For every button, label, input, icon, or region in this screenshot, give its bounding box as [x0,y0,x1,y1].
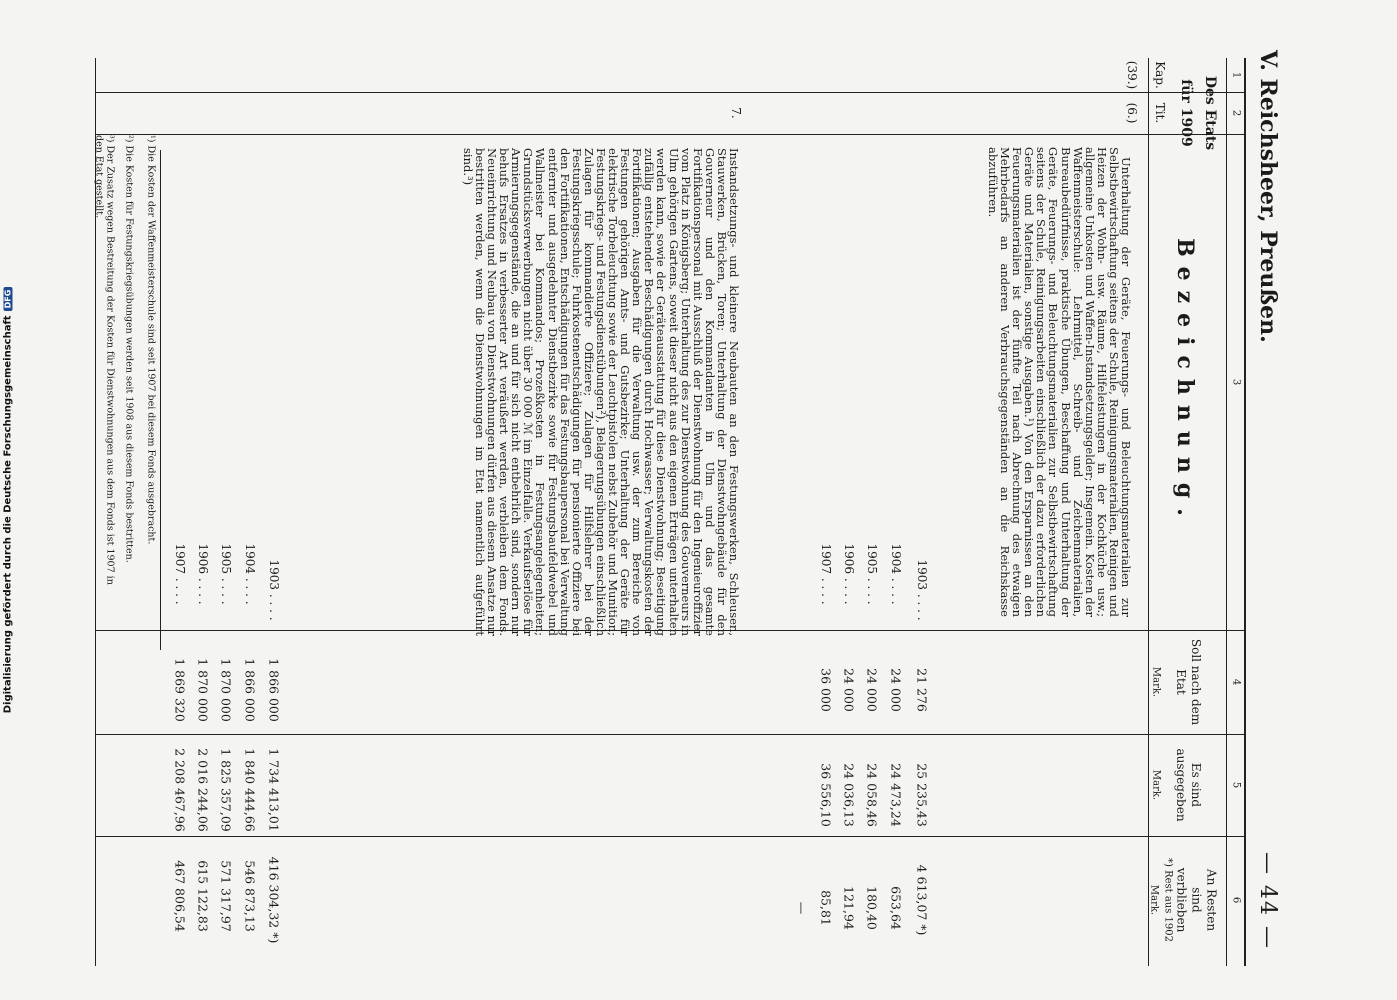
s2-row4-soll: 1 870 000 [195,658,211,722]
col-number-1: 1 [1230,71,1242,79]
bezeichnung-heading: Bezeichnung. [1172,238,1198,526]
tit-heading: Tit. [1153,102,1167,124]
col-divider-2 [95,134,1246,135]
s2-row4-year: 1906 . . . . [196,543,210,605]
s1-row1-soll: 21 276 [914,668,930,712]
s1-row3-year: 1905 . . . . [865,543,879,605]
soll-heading: Soll nach dem Etat [1174,638,1203,726]
s1-row2-rest: 653,64 [888,886,904,930]
reste-heading: An Resten sind verblieben [1174,867,1219,933]
s2-row2-rest: 546 873,13 [242,860,258,932]
digitization-stamp [3,20,14,980]
etat-heading-line1: Des Etats [1202,75,1218,151]
col-divider-4 [95,734,1246,735]
footnote-2: ²) Die Kosten für Festungskriegsübungen werden seit 1908 aus diesem Fonds bestritten. [123,135,135,563]
s1-row2-ausg: 24 473,24 [888,763,904,827]
s1-row2-year: 1904 . . . . [889,543,903,605]
s2-row1-rest: 416 304,32 *) [266,856,282,944]
s1-row4-year: 1906 . . . . [842,543,856,605]
s1-row2-soll: 24 000 [888,668,904,712]
page-title: V. Reichsheer, Preußen. [1255,50,1281,343]
ausgegeben-unit: Mark. [1150,769,1162,801]
s2-row3-soll: 1 870 000 [218,658,234,722]
col-number-6: 6 [1230,896,1242,904]
s1-row5-ausg: 36 556,10 [818,763,834,827]
s2-row4-ausg: 2 016 244,06 [195,748,211,832]
s1-row3-ausg: 24 058,46 [864,763,880,827]
s2-row1-soll: 1 866 000 [266,658,282,722]
header-bottom-rule [1148,58,1149,966]
s1-row4-rest: 121,94 [841,886,857,930]
s1-row6-rest: — [794,901,810,915]
soll-unit: Mark. [1150,666,1162,698]
col-number-5: 5 [1230,781,1242,789]
s2-row2-year: 1904 . . . . [243,543,257,605]
s2-row4-rest: 615 122,83 [195,860,211,932]
s2-row5-rest: 467 806,54 [172,860,188,932]
page-header [1248,50,1288,950]
s1-row4-soll: 24 000 [841,668,857,712]
s2-row3-year: 1905 . . . . [219,543,233,605]
s2-row5-ausg: 2 208 467,96 [172,748,188,832]
s2-row2-ausg: 1 840 444,66 [242,748,258,832]
s1-row5-soll: 36 000 [818,668,834,712]
s1-row1-year: 1903 . . . . [915,559,929,621]
s2-row3-ausg: 1 825 357,09 [218,748,234,832]
page-number: — 44 — [1255,852,1281,950]
section1-tit: (6.) [1125,102,1139,124]
stamp-text: Digitalisierung gefördert durch die Deutsche Forschungsgemeinschaft [2,315,14,714]
table-top-rule [1244,58,1246,966]
s2-row2-soll: 1 866 000 [242,658,258,722]
section2-description: Instandsetzungs- und kleinere Neubauten an den Festungswerken, Schleusen, Stauwerken, Brücken, Toren; Unterhaltung der Dienstwohngebäude für den Gouverneur und den Kommandanten in Ulm und das gesamte Fortifikationspersonal mit Ausschluß der Dienstwohnung für den Ingenieuroffizier vom Platz in Königsberg; Unterhaltung des zur Dienstwohnung des Gouverneurs in Ulm gehörigen Gartens, soweit dieser nicht aus den eigenen Erträgen unterhalten werden kann, sowie der Geräteausstattung für diese Dienstwohnung; Beseitigung zufällig entstehender Beschädigungen durch Hochwasser; Verwaltungskosten der Fortifikationen; Ausgaben für die Verwaltung usw. der zum Bereiche von Festungen gehörigen Amts- und Gutsbezirke; Unterhaltung der Geräte für elektrische Torbeleuchtung sowie der Leuchtpistolen nebst Zubehör und Munition; Festungskriegs- und Festungsdienstübungen²), Belagerungsübungen einschließlich Zulagen für kommandierte Offiziere; Zulagen für Hilfslehrer bei der Festungskriegsschule; Fuhrkostenentschädigungen für pensionierte Offiziere bei den Fortifikationen, Entschädigungen für das Festungsbaupersonal bei Verwaltung entfernter und ausgedehnter Dienstbezirke sowie für Festungsbaufeldwebel und Wallmeister bei Kommandos; Prozeßkosten in Festungsangelegenheiten; Grundstücksverwerbungen nicht über 30 000 ℳ im Einzelfalle. Verkaufserlöse für Armierungsgegenstände, die an und für sich nicht entbehrlich sind, sondern nur behufs Ersatzes in verbesserter Art veräußert werden, verbleiben dem Fonds. Neueinrichtung und Neubau von Dienstwohnungen dürfen aus diesem Ansatze nur bestritten werden, wenn die Dienstwohnungen im Etat namentlich aufgeführt sind.³) [460,148,741,636]
s2-row1-ausg: 1 734 413,01 [266,748,282,832]
s2-row3-rest: 571 317,97 [218,860,234,932]
footnote-rule [160,150,161,650]
footnote-3: ³) Der Zusatz wegen Bestreitung der Kosten für Dienstwohnungen aus dem Fonds ist 1907 in den Etat gestellt. [94,135,116,585]
section2-tit: 7. [729,107,743,119]
s1-row3-soll: 24 000 [864,668,880,712]
s1-row1-rest: 4 613,07 *) [914,864,930,936]
s1-row4-ausg: 24 036,13 [841,763,857,827]
section1-description: Unterhaltung der Geräte, Feuerungs- und Beleuchtungsmaterialien zur Selbstbewirtschaftung seitens der Schule, Reinigungsmaterialien, Reinigen und Heizen der Wohn- usw. Räume, Hilfeleistungen in der Kochküche usw.; allgemeine Unkosten und Waffen-Instandsetzungsgelder; Insgemein. Kosten der Waffenmeisterschule: Lehrmittel, Schreib- und Zeichenmaterialien, Bureaubedürfnisse, praktische Übungen, Beschaffung und Unterhaltung der Geräte, Feuerungs- und Beleuchtungsmaterialien zur Selbstbewirtschaftung seitens der Schule, Reinigungsarbeiten einschließlich der dazu erforderlichen Geräte und Materialien, sonstige Ausgaben.¹) Von den Ersparnissen an den Feuerungsmaterialien ist der fünfte Teil nach Abrechnung des etwaigen Mehrbedarfs an anderen Verbrauchsgegenständen an die Reichskasse abzuführen. [985,147,1133,617]
col-number-3: 3 [1230,378,1242,386]
s1-row5-year: 1907 . . . . [819,543,833,605]
s1-row1-ausg: 25 235,43 [914,763,930,827]
s2-row5-soll: 1 869 320 [172,658,188,722]
s1-row5-rest: 85,81 [818,890,834,926]
col-number-2: 2 [1230,109,1242,117]
ausgegeben-heading: Es sind ausgegeben [1174,748,1203,822]
reste-unit: Mark. [1148,884,1160,916]
col-divider-1 [95,92,1246,93]
etat-heading-line2: für 1909 [1178,79,1194,147]
section1-kap: (39.) [1125,60,1139,90]
col-number-4: 4 [1230,678,1242,686]
kap-heading: Kap. [1153,61,1167,89]
s2-row1-year: 1903 . . . . [267,559,281,621]
col-divider-5 [95,836,1246,837]
s1-row3-rest: 180,40 [864,886,880,930]
dfg-logo: DFG [4,287,13,312]
footnote-1: ¹) Die Kosten der Waffenmeisterschule sind seit 1907 bei diesem Fonds ausgebracht. [145,135,157,545]
colnum-rule [1226,58,1227,966]
reste-note: *) Rest aus 1902 [1162,857,1174,943]
s2-row5-year: 1907 . . . . [173,543,187,605]
